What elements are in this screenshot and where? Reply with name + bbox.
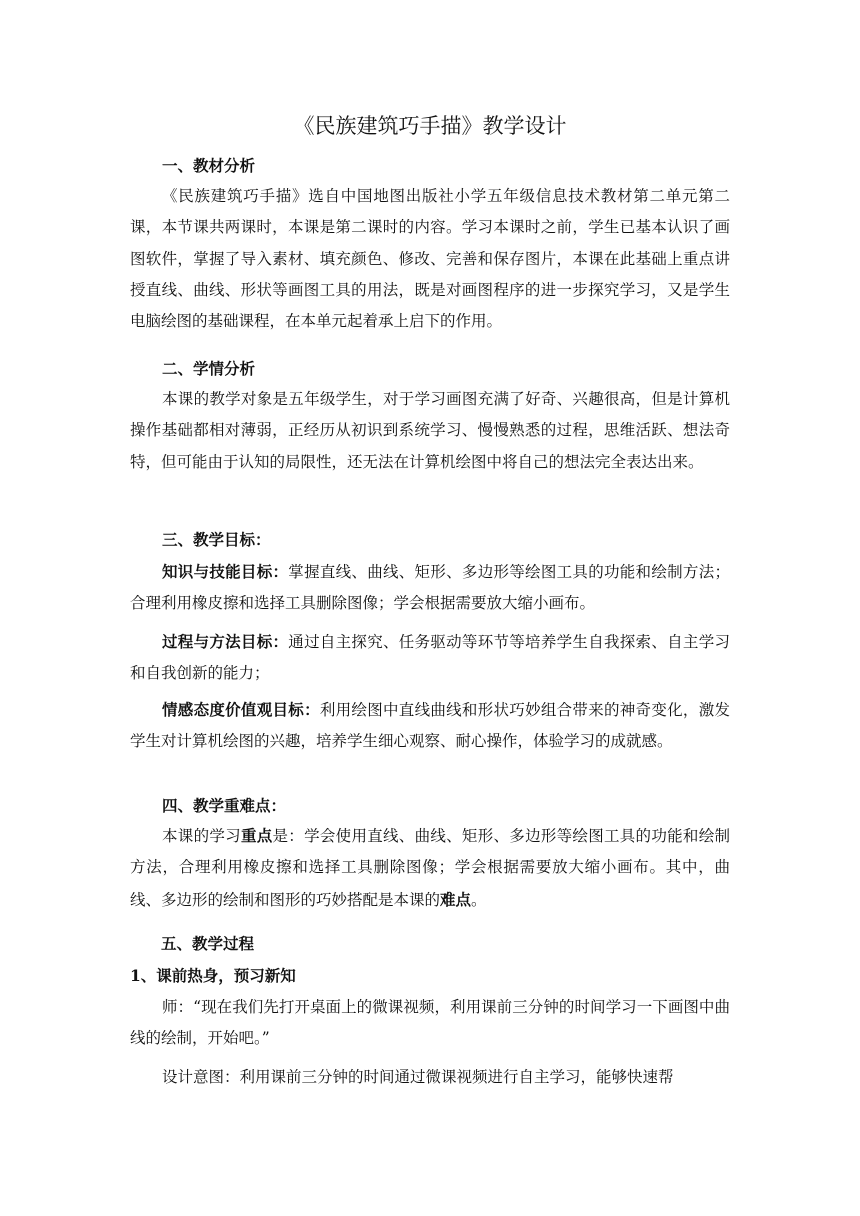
- paragraph-goal-knowledge: [130, 556, 730, 620]
- key-points-text-c: 。: [471, 890, 487, 909]
- key-point-emphasis: 重点: [240, 826, 273, 845]
- difficult-point-emphasis: 难点: [440, 889, 472, 909]
- paragraph-goal-process: [130, 626, 730, 690]
- section-heading-teaching-process: 五、教学过程: [161, 934, 255, 953]
- paragraph-textbook-analysis: 《民族建筑巧手描》选自中国地图出版社小学五年级信息技术教材第二单元第二课，本节课共两课时，本课是第二课时的内容。学习本课时之前，学生已基本认识了画图软件，掌握了导入素材、填充颜色、修改、完善和保存图片，本课在此基础上重点讲授直线、曲线、形状等画图工具的用法，既是对画图程序的进一步探究学习，又是学生电脑绘图的基础课程，在本单元起着承上启下的作用。: [130, 187, 730, 331]
- paragraph-teacher-speech: 师：“现在我们先打开桌面上的微课视频，利用课前三分钟的时间学习一下画图中曲线的绘制，开始吧。”: [130, 998, 730, 1048]
- section-heading-teaching-goals: 三、教学目标：: [162, 530, 271, 549]
- section-heading-textbook-analysis: 一、教材分析: [162, 156, 256, 175]
- step-heading-warmup: 1、课前热身，预习新知: [130, 966, 296, 985]
- key-points-text-b: 是：学会使用直线、曲线、矩形、多边形等绘图工具的功能和绘制方法，合理利用橡皮擦和选择工具删除图像；学会根据需要放大缩小画布。其中，曲线、多边形的绘制和图形的巧妙搭配是本课的: [130, 827, 730, 909]
- paragraph-goal-emotion: [130, 694, 730, 758]
- paragraph-key-points: [130, 820, 730, 916]
- document-title: 《民族建筑巧手描》教学设计: [293, 114, 567, 138]
- goal-emotion-label: 情感态度价值观目标：: [162, 700, 320, 719]
- goal-knowledge-label: 知识与技能目标：: [162, 562, 289, 581]
- section-heading-key-points: 四、教学重难点：: [162, 796, 287, 815]
- section-heading-student-analysis: 二、学情分析: [162, 359, 256, 378]
- key-points-text-a: 本课的学习: [162, 827, 241, 845]
- paragraph-design-intent: 设计意图：利用课前三分钟的时间通过微课视频进行自主学习，能够快速帮: [162, 1068, 674, 1086]
- goal-process-label: 过程与方法目标：: [162, 632, 289, 651]
- goal-emotion-text: 利用绘图中直线曲线和形状巧妙组合带来的神奇变化，激发学生对计算机绘图的兴趣，培养学生细心观察、耐心操作，体验学习的成就感。: [130, 701, 730, 751]
- goal-process-text: 通过自主探究、任务驱动等环节等培养学生自我探索、自主学习和自我创新的能力；: [130, 633, 730, 683]
- goal-knowledge-text: 掌握直线、曲线、矩形、多边形等绘图工具的功能和绘制方法；合理利用橡皮擦和选择工具删除图像；学会根据需要放大缩小画布。: [130, 563, 730, 613]
- paragraph-student-analysis: 本课的教学对象是五年级学生，对于学习画图充满了好奇、兴趣很高，但是计算机操作基础都相对薄弱，正经历从初识到系统学习、慢慢熟悉的过程，思维活跃、想法奇特，但可能由于认知的局限性，还无法在计算机绘图中将自己的想法完全表达出来。: [130, 390, 730, 471]
